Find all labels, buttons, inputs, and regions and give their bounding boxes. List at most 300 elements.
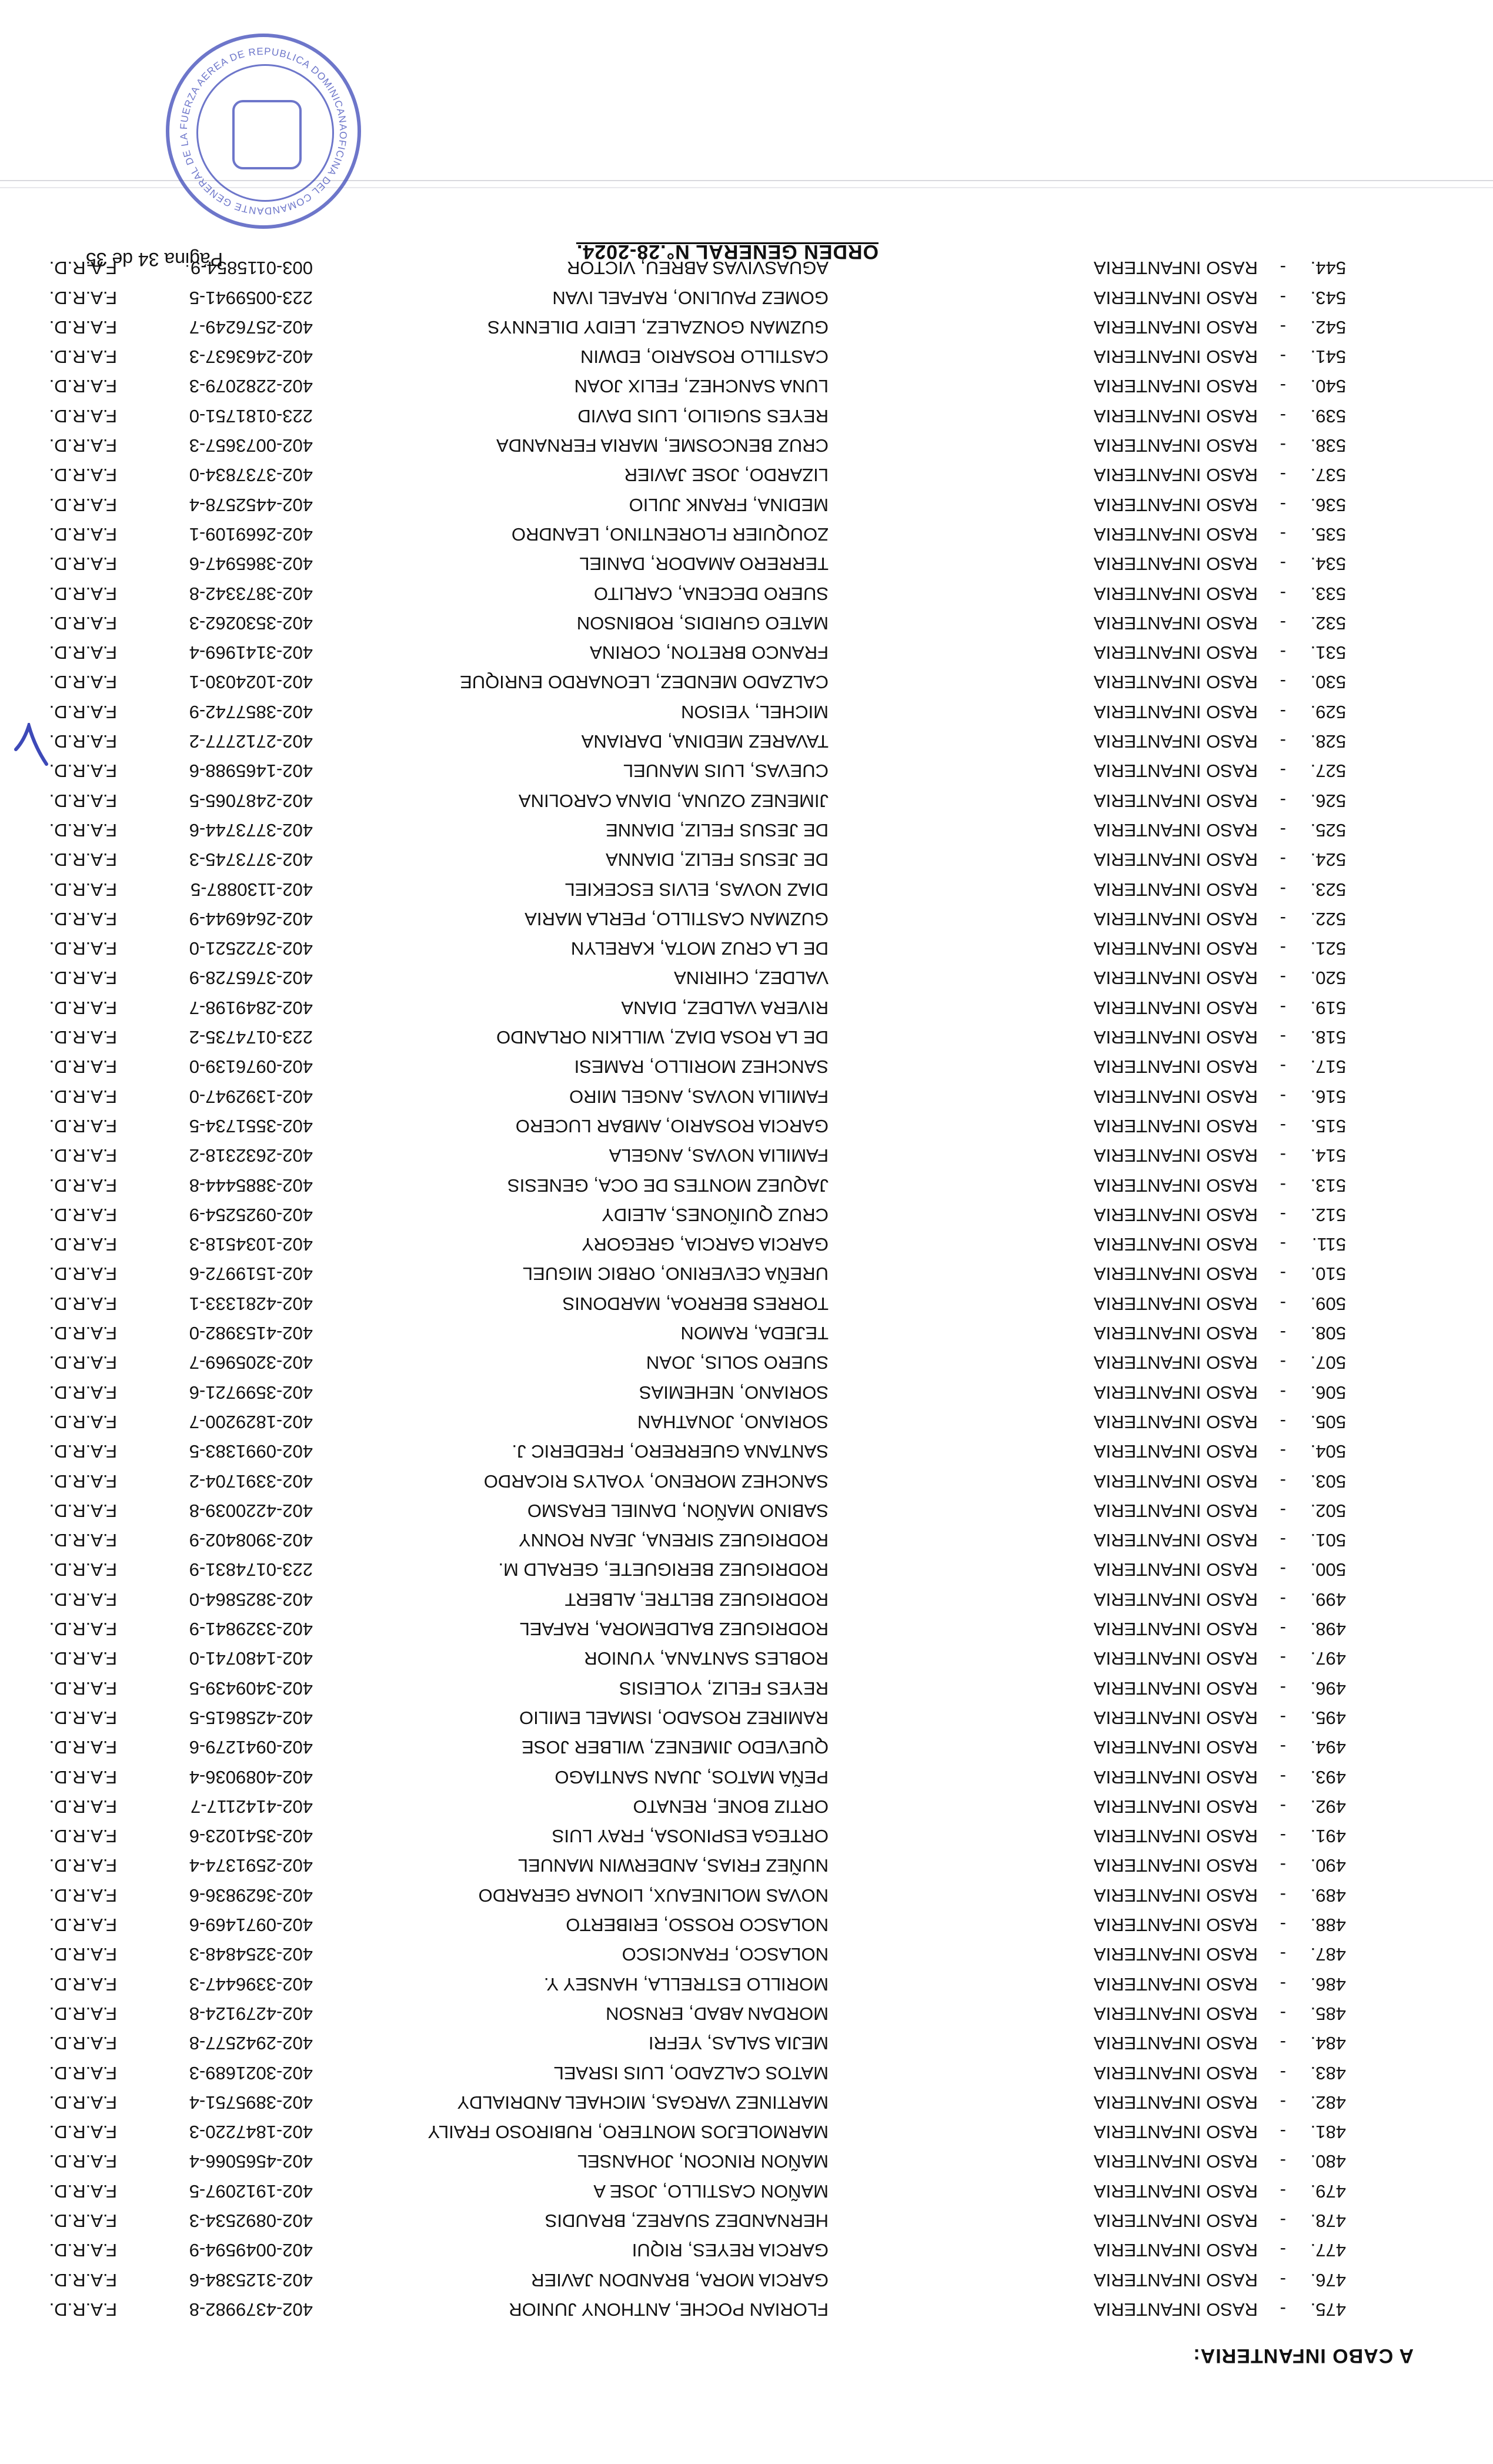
table-row <box>0 490 1493 519</box>
table-row <box>0 1643 1493 1673</box>
row-name: DE LA ROSA DIAZ, WILLKIN ORLANDO <box>496 1027 829 1048</box>
row-unit: F.A.R.D. <box>49 1116 117 1136</box>
row-rank: RASO INFANTERIA <box>1093 1678 1258 1699</box>
section-heading: A CABO INFANTERIA: <box>1193 2345 1414 2367</box>
row-number: 542. <box>1310 317 1346 338</box>
row-rank: RASO INFANTERIA <box>1093 642 1258 663</box>
row-id-number: 402-3530262-3 <box>189 613 313 633</box>
row-number: 513. <box>1310 1175 1346 1196</box>
row-name: MEJIA SALAS, YEFRI <box>648 2033 829 2053</box>
row-dash: - <box>1280 1885 1286 1906</box>
row-name: MATEO GURIDIS, ROBINSON <box>576 613 829 633</box>
row-unit: F.A.R.D. <box>49 524 117 545</box>
row-name: RODRIGUEZ SIRENA, JEAN RONNY <box>518 1530 829 1551</box>
row-number: 491. <box>1310 1826 1346 1846</box>
row-rank: RASO INFANTERIA <box>1093 1767 1258 1788</box>
row-dash: - <box>1280 849 1286 870</box>
row-dash: - <box>1280 998 1286 1018</box>
row-dash: - <box>1280 2122 1286 2142</box>
row-unit: F.A.R.D. <box>49 1293 117 1314</box>
row-unit: F.A.R.D. <box>49 465 117 485</box>
checkmark-icon <box>11 723 52 770</box>
row-dash: - <box>1280 731 1286 752</box>
row-id-number: 402-3254848-3 <box>189 1944 313 1965</box>
row-name: CUEVAS, LUIS MANUEL <box>623 761 829 781</box>
table-row <box>0 963 1493 992</box>
row-rank: RASO INFANTERIA <box>1093 2122 1258 2142</box>
row-name: RODRIGUEZ BALDEMORA, RAFAEL <box>519 1619 829 1639</box>
row-name: SORIANO, NEHEMIAS <box>639 1382 829 1403</box>
row-name: DE JESUS FELIZ, DIANNA <box>606 849 829 870</box>
row-rank: RASO INFANTERIA <box>1093 879 1258 900</box>
row-name: ROBLES SANTANA, YUNIOR <box>584 1648 829 1669</box>
row-rank: RASO INFANTERIA <box>1093 1293 1258 1314</box>
row-rank: RASO INFANTERIA <box>1093 2240 1258 2260</box>
row-unit: F.A.R.D. <box>49 1559 117 1580</box>
row-unit: F.A.R.D. <box>49 346 117 367</box>
row-unit: F.A.R.D. <box>49 968 117 988</box>
row-id-number: 402-3885444-8 <box>189 1175 313 1196</box>
row-unit: F.A.R.D. <box>49 2122 117 2142</box>
row-dash: - <box>1280 1708 1286 1728</box>
row-id-number: 402-0941279-6 <box>189 1737 313 1758</box>
table-row <box>0 1850 1493 1880</box>
row-number: 487. <box>1310 1944 1346 1965</box>
row-number: 517. <box>1310 1056 1346 1077</box>
table-row <box>0 579 1493 608</box>
row-number: 526. <box>1310 791 1346 811</box>
row-id-number: 402-4281333-1 <box>189 1293 313 1314</box>
table-row <box>0 2117 1493 2146</box>
svg-text:OFICINA DEL COMANDANTE GENERAL <box>178 46 349 216</box>
row-rank: RASO INFANTERIA <box>1093 613 1258 633</box>
row-dash: - <box>1280 1767 1286 1788</box>
row-name: RIVERA VALDEZ, DIANA <box>621 998 829 1018</box>
seal-text-ring <box>169 37 358 225</box>
row-id-number: 402-2591374-4 <box>189 1855 313 1876</box>
row-number: 505. <box>1310 1412 1346 1432</box>
row-dash: - <box>1280 1915 1286 1935</box>
row-unit: F.A.R.D. <box>49 258 117 278</box>
row-id-number: 223-0059941-5 <box>189 288 313 308</box>
row-rank: RASO INFANTERIA <box>1093 465 1258 485</box>
row-dash: - <box>1280 613 1286 633</box>
row-id-number: 402-0073657-3 <box>189 435 313 456</box>
table-row <box>0 2146 1493 2176</box>
row-name: FLORIAN POCHE, ANTHONY JUNIOR <box>509 2299 829 2320</box>
row-unit: F.A.R.D. <box>49 1530 117 1551</box>
row-id-number: 402-1392947-0 <box>189 1086 313 1107</box>
row-unit: F.A.R.D. <box>49 1056 117 1077</box>
row-dash: - <box>1280 702 1286 722</box>
row-number: 497. <box>1310 1648 1346 1669</box>
table-row <box>0 904 1493 933</box>
row-id-number: 402-2282079-3 <box>189 376 313 396</box>
table-row <box>0 2265 1493 2295</box>
row-number: 543. <box>1310 288 1346 308</box>
table-row <box>0 371 1493 401</box>
row-unit: F.A.R.D. <box>49 288 117 308</box>
row-id-number: 402-1034518-3 <box>189 1234 313 1255</box>
row-id-number: 402-4153982-0 <box>189 1323 313 1343</box>
row-dash: - <box>1280 346 1286 367</box>
row-dash: - <box>1280 2033 1286 2053</box>
row-name: FAMILIA NOVAS, ANGEL MIRO <box>569 1086 829 1107</box>
row-number: 506. <box>1310 1382 1346 1403</box>
official-seal-stamp <box>166 34 361 229</box>
row-name: AGUASVIVAS ABREU, VICTOR <box>566 258 829 278</box>
row-rank: RASO INFANTERIA <box>1093 702 1258 722</box>
seal-text: OFICINA DEL COMANDANTE GENERAL DE LA FUERZA AEREA DE REPUBLICA DOMINICANA <box>178 45 349 217</box>
row-number: 480. <box>1310 2151 1346 2172</box>
row-rank: RASO INFANTERIA <box>1093 1027 1258 1048</box>
row-dash: - <box>1280 1589 1286 1610</box>
row-dash: - <box>1280 495 1286 515</box>
row-unit: F.A.R.D. <box>49 1855 117 1876</box>
row-dash: - <box>1280 1293 1286 1314</box>
row-number: 482. <box>1310 2092 1346 2113</box>
row-name: GARCIA GARCIA, GREGORY <box>582 1234 829 1255</box>
row-number: 533. <box>1310 584 1346 604</box>
row-unit: F.A.R.D. <box>49 1589 117 1610</box>
row-dash: - <box>1280 1855 1286 1876</box>
row-unit: F.A.R.D. <box>49 2181 117 2202</box>
row-number: 500. <box>1310 1559 1346 1580</box>
row-number: 504. <box>1310 1441 1346 1462</box>
row-unit: F.A.R.D. <box>49 2063 117 2083</box>
row-dash: - <box>1280 524 1286 545</box>
row-name: REYES SUGILIO, LUIS DAVID <box>577 406 829 426</box>
row-dash: - <box>1280 1323 1286 1343</box>
row-dash: - <box>1280 1559 1286 1580</box>
row-name: MATOS CALZADO, LUIS ISRAEL <box>553 2063 829 2083</box>
order-title: ORDEN GENERAL N°.28-2024. <box>576 241 879 263</box>
row-unit: F.A.R.D. <box>49 1944 117 1965</box>
row-unit: F.A.R.D. <box>49 613 117 633</box>
row-dash: - <box>1280 258 1286 278</box>
table-row <box>0 2176 1493 2206</box>
row-rank: RASO INFANTERIA <box>1093 1855 1258 1876</box>
row-id-number: 402-3629836-6 <box>189 1885 313 1906</box>
row-rank: RASO INFANTERIA <box>1093 1974 1258 1995</box>
row-rank: RASO INFANTERIA <box>1093 1412 1258 1432</box>
row-unit: F.A.R.D. <box>49 376 117 396</box>
row-unit: F.A.R.D. <box>49 435 117 456</box>
row-number: 476. <box>1310 2270 1346 2290</box>
row-dash: - <box>1280 1441 1286 1462</box>
row-number: 475. <box>1310 2299 1346 2320</box>
row-rank: RASO INFANTERIA <box>1093 2270 1258 2290</box>
row-name: GUZMAN GONZALEZ, LEIDY DILENNYS <box>487 317 829 338</box>
row-id-number: 402-3329841-9 <box>189 1619 313 1639</box>
row-id-number: 402-1519972-6 <box>189 1263 313 1284</box>
row-id-number: 402-2487065-5 <box>189 791 313 811</box>
row-number: 515. <box>1310 1116 1346 1136</box>
row-unit: F.A.R.D. <box>49 1767 117 1788</box>
row-unit: F.A.R.D. <box>49 2240 117 2260</box>
table-row <box>0 1703 1493 1732</box>
row-dash: - <box>1280 1027 1286 1048</box>
row-name: MARMOLEJOS MONTERO, RUBIROSO FRAILY <box>427 2122 829 2142</box>
table-row <box>0 1525 1493 1555</box>
row-name: HERNANDEZ SUAREZ, BRAUDIS <box>545 2210 829 2231</box>
row-dash: - <box>1280 2181 1286 2202</box>
row-unit: F.A.R.D. <box>49 1441 117 1462</box>
row-id-number: 402-3205969-7 <box>189 1352 313 1373</box>
table-row <box>0 815 1493 845</box>
row-number: 492. <box>1310 1796 1346 1817</box>
row-rank: RASO INFANTERIA <box>1093 554 1258 574</box>
row-rank: RASO INFANTERIA <box>1093 2181 1258 2202</box>
row-number: 523. <box>1310 879 1346 900</box>
table-row <box>0 1880 1493 1910</box>
row-number: 498. <box>1310 1619 1346 1639</box>
row-rank: RASO INFANTERIA <box>1093 435 1258 456</box>
table-row <box>0 2058 1493 2088</box>
table-row <box>0 1052 1493 1081</box>
row-id-number: 402-3396447-3 <box>189 1974 313 1995</box>
row-unit: F.A.R.D. <box>49 1175 117 1196</box>
row-unit: F.A.R.D. <box>49 1145 117 1166</box>
row-number: 541. <box>1310 346 1346 367</box>
row-number: 534. <box>1310 554 1346 574</box>
row-name: VALDEZ, CHIRINA <box>674 968 829 988</box>
row-rank: RASO INFANTERIA <box>1093 2003 1258 2024</box>
row-dash: - <box>1280 909 1286 929</box>
row-number: 532. <box>1310 613 1346 633</box>
row-number: 490. <box>1310 1855 1346 1876</box>
row-dash: - <box>1280 1056 1286 1077</box>
row-dash: - <box>1280 1944 1286 1965</box>
row-unit: F.A.R.D. <box>49 909 117 929</box>
row-unit: F.A.R.D. <box>49 879 117 900</box>
row-number: 508. <box>1310 1323 1346 1343</box>
row-dash: - <box>1280 1352 1286 1373</box>
row-id-number: 402-2632318-2 <box>189 1145 313 1166</box>
row-rank: RASO INFANTERIA <box>1093 1530 1258 1551</box>
table-row <box>0 519 1493 549</box>
table-row <box>0 401 1493 431</box>
row-number: 519. <box>1310 998 1346 1018</box>
row-unit: F.A.R.D. <box>49 1737 117 1758</box>
row-rank: RASO INFANTERIA <box>1093 2151 1258 2172</box>
row-name: DE LA CRUZ MOTA, KARELYN <box>570 938 829 959</box>
row-name: GARCIA REYES, RIQUI <box>632 2240 829 2260</box>
table-row <box>0 1762 1493 1792</box>
row-rank: RASO INFANTERIA <box>1093 1056 1258 1077</box>
row-dash: - <box>1280 1263 1286 1284</box>
row-name: FAMILIA NOVAS, ANGELA <box>609 1145 829 1166</box>
table-row <box>0 1910 1493 1939</box>
row-name: MEDINA, FRANK JULIO <box>629 495 829 515</box>
row-unit: F.A.R.D. <box>49 938 117 959</box>
row-rank: RASO INFANTERIA <box>1093 495 1258 515</box>
table-row <box>0 1289 1493 1318</box>
row-unit: F.A.R.D. <box>49 2092 117 2113</box>
row-number: 514. <box>1310 1145 1346 1166</box>
row-number: 489. <box>1310 1885 1346 1906</box>
row-rank: RASO INFANTERIA <box>1093 791 1258 811</box>
row-number: 524. <box>1310 849 1346 870</box>
row-id-number: 402-3541023-6 <box>189 1826 313 1846</box>
row-name: RODRIGUEZ BELTRE, ALBERT <box>565 1589 829 1610</box>
row-number: 502. <box>1310 1501 1346 1521</box>
row-unit: F.A.R.D. <box>49 1974 117 1995</box>
row-name: PEÑA MATOS, JUAN SANTIAGO <box>555 1767 829 1788</box>
row-name: REYES FELIZ, YOLEISIS <box>619 1678 829 1699</box>
table-row <box>0 1732 1493 1762</box>
row-id-number: 402-3599721-6 <box>189 1382 313 1403</box>
row-dash: - <box>1280 938 1286 959</box>
row-id-number: 402-3895751-4 <box>189 2092 313 2113</box>
row-rank: RASO INFANTERIA <box>1093 317 1258 338</box>
row-number: 483. <box>1310 2063 1346 2083</box>
row-unit: F.A.R.D. <box>49 820 117 841</box>
row-rank: RASO INFANTERIA <box>1093 258 1258 278</box>
row-id-number: 402-3857742-9 <box>189 702 313 722</box>
row-rank: RASO INFANTERIA <box>1093 1145 1258 1166</box>
row-rank: RASO INFANTERIA <box>1093 1352 1258 1373</box>
row-number: 518. <box>1310 1027 1346 1048</box>
row-id-number: 402-4258615-5 <box>189 1708 313 1728</box>
row-dash: - <box>1280 1678 1286 1699</box>
row-id-number: 402-0925254-9 <box>189 1205 313 1225</box>
row-number: 529. <box>1310 702 1346 722</box>
row-name: MORDAN ABAD, ERNSON <box>606 2003 829 2024</box>
row-number: 527. <box>1310 761 1346 781</box>
row-dash: - <box>1280 465 1286 485</box>
row-id-number: 402-1829200-7 <box>189 1412 313 1432</box>
row-number: 520. <box>1310 968 1346 988</box>
row-rank: RASO INFANTERIA <box>1093 849 1258 870</box>
row-name: SABINO MAÑON, DANIEL ERASMO <box>527 1501 829 1521</box>
row-unit: F.A.R.D. <box>49 1205 117 1225</box>
row-unit: F.A.R.D. <box>49 2033 117 2053</box>
row-number: 494. <box>1310 1737 1346 1758</box>
row-rank: RASO INFANTERIA <box>1093 2063 1258 2083</box>
row-number: 540. <box>1310 376 1346 396</box>
row-number: 495. <box>1310 1708 1346 1728</box>
row-unit: F.A.R.D. <box>49 702 117 722</box>
row-unit: F.A.R.D. <box>49 2003 117 2024</box>
row-name: GUZMAN CASTILLO, PERLA MARIA <box>525 909 829 929</box>
table-row <box>0 2235 1493 2265</box>
row-dash: - <box>1280 791 1286 811</box>
row-id-number: 402-2576249-7 <box>189 317 313 338</box>
row-rank: RASO INFANTERIA <box>1093 1116 1258 1136</box>
row-id-number: 402-3773744-6 <box>189 820 313 841</box>
row-dash: - <box>1280 2299 1286 2320</box>
row-unit: F.A.R.D. <box>49 2270 117 2290</box>
row-name: MORILLO ESTRELLA, HANSEY Y. <box>543 1974 829 1995</box>
row-unit: F.A.R.D. <box>49 849 117 870</box>
row-unit: F.A.R.D. <box>49 1234 117 1255</box>
table-row <box>0 312 1493 342</box>
row-number: 535. <box>1310 524 1346 545</box>
row-number: 499. <box>1310 1589 1346 1610</box>
row-number: 484. <box>1310 2033 1346 2053</box>
row-id-number: 402-3765728-9 <box>189 968 313 988</box>
row-id-number: 402-0991383-5 <box>189 1441 313 1462</box>
table-row <box>0 1378 1493 1407</box>
row-name: NUÑEZ FRIAS, ANDERWIN MANUEL <box>517 1855 829 1876</box>
row-id-number: 402-3908402-9 <box>189 1530 313 1551</box>
row-name: CRUZ QUIÑONES, ALEIDY <box>602 1205 829 1225</box>
row-id-number: 402-2463637-3 <box>189 346 313 367</box>
row-id-number: 003-0115854-9 <box>191 258 313 278</box>
row-rank: RASO INFANTERIA <box>1093 1619 1258 1639</box>
row-id-number: 402-1024030-1 <box>189 672 313 692</box>
table-row <box>0 283 1493 312</box>
row-dash: - <box>1280 968 1286 988</box>
row-id-number: 223-0174831-9 <box>189 1559 313 1580</box>
row-id-number: 402-1480741-0 <box>189 1648 313 1669</box>
row-name: CALZADO MENDEZ, LEONARDO ENRIQUE <box>460 672 829 692</box>
row-id-number: 402-4279124-8 <box>189 2003 313 2024</box>
row-name: MICHEL, YEISON <box>681 702 829 722</box>
row-name: MARTINEZ VARGAS, MICHAEL ANDRIALDY <box>457 2092 829 2113</box>
row-dash: - <box>1280 820 1286 841</box>
row-number: 481. <box>1310 2122 1346 2142</box>
row-rank: RASO INFANTERIA <box>1093 1796 1258 1817</box>
row-rank: RASO INFANTERIA <box>1093 1382 1258 1403</box>
row-unit: F.A.R.D. <box>49 1471 117 1492</box>
row-dash: - <box>1280 2003 1286 2024</box>
row-rank: RASO INFANTERIA <box>1093 1826 1258 1846</box>
table-row <box>0 1614 1493 1643</box>
row-unit: F.A.R.D. <box>49 2151 117 2172</box>
row-name: DIAZ NOVAS, ELVIS ESCEKIEL <box>565 879 829 900</box>
row-unit: F.A.R.D. <box>49 317 117 338</box>
row-name: MAÑON CASTILLO, JOSE A <box>593 2181 829 2202</box>
row-id-number: 402-4565066-4 <box>189 2151 313 2172</box>
row-number: 493. <box>1310 1767 1346 1788</box>
row-unit: F.A.R.D. <box>49 1501 117 1521</box>
row-dash: - <box>1280 1086 1286 1107</box>
row-rank: RASO INFANTERIA <box>1093 524 1258 545</box>
row-dash: - <box>1280 406 1286 426</box>
row-rank: RASO INFANTERIA <box>1093 1944 1258 1965</box>
row-id-number: 402-0049594-9 <box>189 2240 313 2260</box>
row-id-number: 402-3825864-0 <box>189 1589 313 1610</box>
row-number: 509. <box>1310 1293 1346 1314</box>
row-dash: - <box>1280 1382 1286 1403</box>
table-row <box>0 460 1493 489</box>
table-row <box>0 1555 1493 1584</box>
row-unit: F.A.R.D. <box>49 1382 117 1403</box>
row-rank: RASO INFANTERIA <box>1093 584 1258 604</box>
row-name: NOVAS MOLINEAUX, LIONAR GERARDO <box>478 1885 829 1906</box>
row-id-number: 402-1130887-5 <box>191 879 313 900</box>
row-id-number: 402-3125384-6 <box>189 2270 313 2290</box>
row-rank: RASO INFANTERIA <box>1093 1501 1258 1521</box>
row-rank: RASO INFANTERIA <box>1093 1086 1258 1107</box>
row-id-number: 402-4089036-4 <box>189 1767 313 1788</box>
row-number: 488. <box>1310 1915 1346 1935</box>
row-number: 477. <box>1310 2240 1346 2260</box>
page-number: Página 34 de 35 <box>85 249 223 270</box>
row-number: 521. <box>1310 938 1346 959</box>
row-unit: F.A.R.D. <box>49 2210 117 2231</box>
row-dash: - <box>1280 1116 1286 1136</box>
row-unit: F.A.R.D. <box>49 761 117 781</box>
row-id-number: 223-0181751-0 <box>189 406 313 426</box>
row-name: SANTANA GUERRERO, FREDERIC J. <box>512 1441 829 1462</box>
table-row <box>0 1200 1493 1229</box>
row-dash: - <box>1280 761 1286 781</box>
row-unit: F.A.R.D. <box>49 1323 117 1343</box>
row-rank: RASO INFANTERIA <box>1093 672 1258 692</box>
